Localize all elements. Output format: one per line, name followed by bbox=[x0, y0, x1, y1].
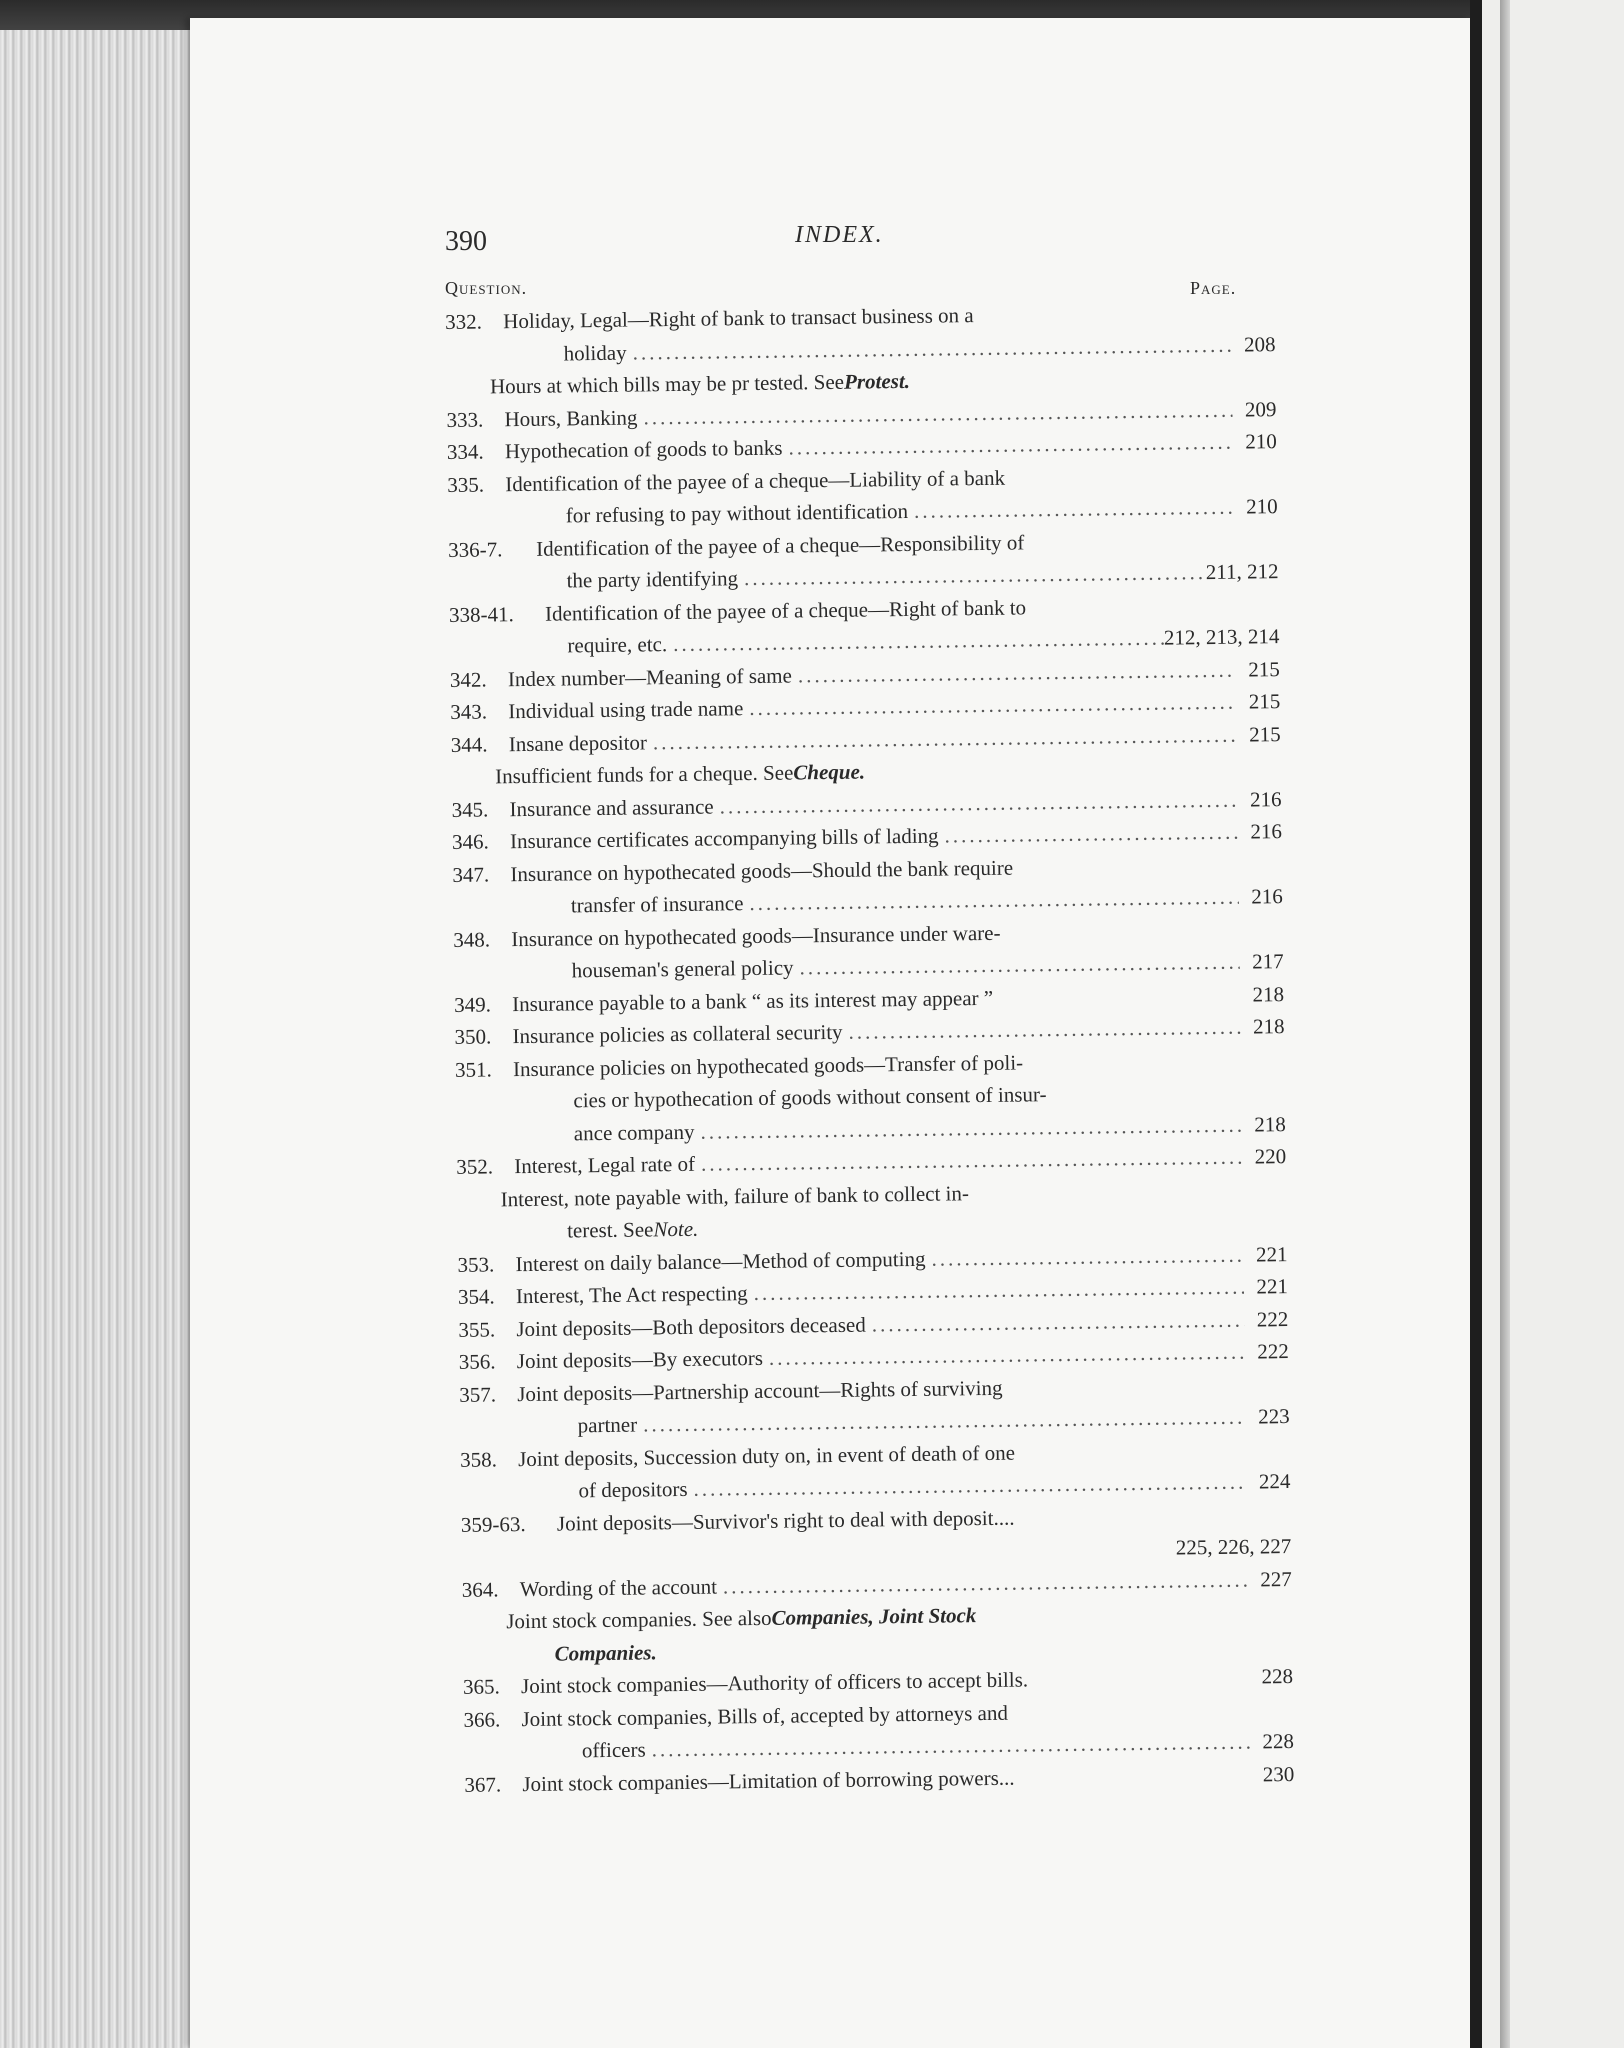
entry-text: Insurance certificates accompanying bills of lading bbox=[509, 823, 939, 854]
entry-page: 216 bbox=[1249, 786, 1282, 812]
entry-number: 347. bbox=[452, 861, 490, 887]
entry-page: 212, 213, 214 bbox=[1163, 624, 1280, 650]
entry-page: 215 bbox=[1248, 656, 1280, 682]
entry-page: 209 bbox=[1244, 396, 1277, 422]
entry-number: 357. bbox=[459, 1381, 497, 1407]
entry-number: 356. bbox=[458, 1349, 496, 1374]
entry-text: Insurance on hypothecated goods—Should the bank require bbox=[510, 855, 1014, 886]
entry-number: 350. bbox=[454, 1024, 492, 1049]
entry-text: Insurance policies as collateral security bbox=[512, 1019, 843, 1049]
entry-number: 364. bbox=[461, 1576, 499, 1602]
entry-page: 228 bbox=[1261, 1664, 1294, 1689]
entry-page: 210 bbox=[1246, 494, 1278, 519]
entry-number: 349. bbox=[453, 991, 492, 1017]
xref-target: Companies. bbox=[554, 1639, 657, 1666]
xref-text: terest. See bbox=[566, 1217, 654, 1243]
entry-text: Hours, Banking bbox=[504, 404, 638, 431]
entry-number: 351. bbox=[454, 1056, 492, 1082]
book-gutter bbox=[1470, 0, 1482, 2048]
entry-text: Joint deposits—By executors bbox=[516, 1345, 764, 1374]
entry-number: 336-7. bbox=[448, 536, 503, 562]
leader-dots bbox=[938, 816, 1238, 852]
column-header-question: Question. bbox=[445, 278, 528, 298]
entry-text: Individual using trade name bbox=[508, 696, 744, 724]
entry-page: 220 bbox=[1254, 1144, 1287, 1169]
entry-text: of depositors bbox=[578, 1476, 688, 1503]
entry-page: 216 bbox=[1250, 819, 1283, 844]
entry-number: 348. bbox=[453, 926, 491, 952]
entry-number: 344. bbox=[450, 731, 488, 757]
entry-page: 217 bbox=[1251, 949, 1284, 974]
xref-text: Joint stock companies. See also bbox=[506, 1605, 772, 1634]
entry-text: Insurance policies on hypothecated goods—Transfer of poli- bbox=[512, 1049, 1024, 1081]
entry-page: 216 bbox=[1251, 884, 1283, 909]
book-page-edges bbox=[0, 30, 200, 2048]
entry-number: 342. bbox=[449, 666, 487, 692]
page-header bbox=[445, 222, 1255, 262]
entry-page: 211, 212 bbox=[1205, 559, 1279, 585]
entry-text: officers bbox=[581, 1737, 646, 1763]
leader-dots bbox=[842, 1011, 1240, 1049]
entry-text: Joint deposits—Both depositors deceased bbox=[516, 1312, 866, 1341]
entry-number: 367. bbox=[464, 1771, 502, 1797]
leader-dots bbox=[782, 426, 1233, 464]
entry-page: 210 bbox=[1245, 429, 1277, 454]
column-header-page: Page. bbox=[1190, 278, 1237, 298]
index-list bbox=[445, 295, 1294, 1801]
entry-number: 345. bbox=[451, 796, 489, 822]
entry-page: 215 bbox=[1248, 689, 1281, 714]
entry-text: the party identifying bbox=[566, 566, 739, 593]
entry-text: Insurance payable to a bank “ as its interest may appear ” bbox=[511, 985, 994, 1016]
entry-number: 366. bbox=[463, 1706, 501, 1732]
entry-page: 218 bbox=[1252, 981, 1285, 1006]
xref-text: Insufficient funds for a cheque. See bbox=[495, 760, 794, 789]
entry-text: transfer of insurance bbox=[570, 891, 744, 918]
entry-page: 221 bbox=[1256, 1274, 1289, 1299]
entry-page: 215 bbox=[1249, 721, 1281, 747]
entry-page: 218 bbox=[1252, 1014, 1285, 1039]
entry-page: 222 bbox=[1257, 1339, 1289, 1364]
leader-dots bbox=[763, 1336, 1245, 1375]
entry-number: 334. bbox=[446, 439, 484, 464]
entry-page: 208 bbox=[1243, 331, 1276, 357]
entry-number: 343. bbox=[450, 699, 488, 724]
running-title: INDEX. bbox=[795, 222, 884, 248]
entry-number: 354. bbox=[457, 1284, 495, 1309]
entry-text: Joint deposits—Partnership account—Rights of surviving bbox=[517, 1375, 1003, 1406]
entry-number: 358. bbox=[459, 1446, 498, 1472]
entry-text: Insurance and assurance bbox=[509, 794, 714, 821]
entry-page: 230 bbox=[1262, 1761, 1295, 1786]
entry-number: 338-41. bbox=[448, 601, 514, 627]
leader-dots bbox=[793, 946, 1239, 984]
entry-number: 352. bbox=[456, 1154, 494, 1179]
entry-text: require, etc. bbox=[567, 632, 668, 658]
entry-text: houseman's general policy bbox=[571, 955, 794, 983]
leader-dots bbox=[866, 1303, 1245, 1340]
entry-number: 346. bbox=[451, 829, 489, 854]
page-number: 390 bbox=[445, 226, 487, 257]
entry-text: Interest, Legal rate of bbox=[514, 1151, 696, 1179]
entry-page: 222 bbox=[1256, 1306, 1289, 1331]
entry-number: 359-63. bbox=[460, 1511, 526, 1537]
entry-page: 227 bbox=[1260, 1566, 1292, 1591]
entry-text: Joint stock companies, Bills of, accepted by attorneys and bbox=[521, 1700, 1009, 1731]
xref-target: Note. bbox=[653, 1216, 699, 1242]
leader-dots bbox=[908, 491, 1234, 528]
xref-target: Companies, Joint Stock bbox=[771, 1603, 977, 1630]
leader-dots bbox=[925, 1238, 1243, 1275]
entry-page: 225, 226, 227 bbox=[1175, 1534, 1292, 1560]
leader-dots bbox=[738, 556, 1206, 595]
entry-text: Hypothecation of goods to banks bbox=[504, 435, 783, 464]
entry-number: 365. bbox=[462, 1674, 500, 1699]
entry-text: Interest, The Act respecting bbox=[515, 1281, 748, 1309]
entry-text: Insurance on hypothecated goods—Insurance under ware- bbox=[511, 920, 1001, 951]
leader-dots bbox=[743, 881, 1239, 920]
xref-target: Protest. bbox=[843, 368, 911, 394]
entry-text: partner bbox=[577, 1412, 638, 1438]
entry-page: 223 bbox=[1257, 1404, 1290, 1429]
entry-number: 335. bbox=[447, 472, 485, 497]
xref-target: Cheque. bbox=[793, 759, 866, 785]
entry-text: Holiday, Legal—Right of bank to transact business on a bbox=[503, 303, 974, 334]
entry-text: for refusing to pay without identification bbox=[565, 498, 909, 528]
entry-number: 333. bbox=[446, 407, 484, 432]
entry-number: 353. bbox=[457, 1251, 495, 1277]
entry-text: cies or hypothecation of goods without consent of insur- bbox=[573, 1082, 1047, 1113]
entry-text: Identification of the payee of a cheque—Right of bank to bbox=[544, 594, 1027, 626]
xref-text: Hours at which bills may be pr tested. See bbox=[489, 369, 845, 399]
leader-dots bbox=[717, 1563, 1248, 1602]
entry-page: 224 bbox=[1258, 1469, 1291, 1494]
entry-text: Joint deposits, Succession duty on, in event of death of one bbox=[517, 1440, 1016, 1471]
entry-text: Joint stock companies—Authority of officers to accept bills. bbox=[520, 1667, 1029, 1699]
entry-text: ance company bbox=[573, 1119, 695, 1145]
entry-text: Interest on daily balance—Method of computing bbox=[515, 1246, 926, 1276]
entry-page: 221 bbox=[1255, 1241, 1288, 1266]
entry-page: 228 bbox=[1262, 1729, 1295, 1754]
facing-page-shadow bbox=[1500, 0, 1510, 2048]
entry-text: Index number—Meaning of same bbox=[507, 662, 793, 691]
entry-text: Joint stock companies—Limitation of borrowing powers... bbox=[522, 1765, 1015, 1796]
xref-text: Interest, note payable with, failure of bank to collect in- bbox=[500, 1180, 970, 1211]
entry-text: Wording of the account bbox=[519, 1574, 718, 1601]
entry-text: holiday bbox=[563, 340, 627, 365]
entry-text: Joint deposits—Survivor's right to deal with deposit.... bbox=[556, 1505, 1015, 1536]
entry-text: Identification of the payee of a cheque—Liability of a bank bbox=[505, 465, 1006, 496]
entry-text: Insane depositor bbox=[508, 729, 648, 756]
entry-number: 332. bbox=[445, 309, 483, 334]
entry-text: Identification of the payee of a cheque—Responsibility of bbox=[536, 529, 1025, 561]
entry-number: 355. bbox=[458, 1316, 496, 1342]
entry-page: 218 bbox=[1254, 1111, 1286, 1136]
